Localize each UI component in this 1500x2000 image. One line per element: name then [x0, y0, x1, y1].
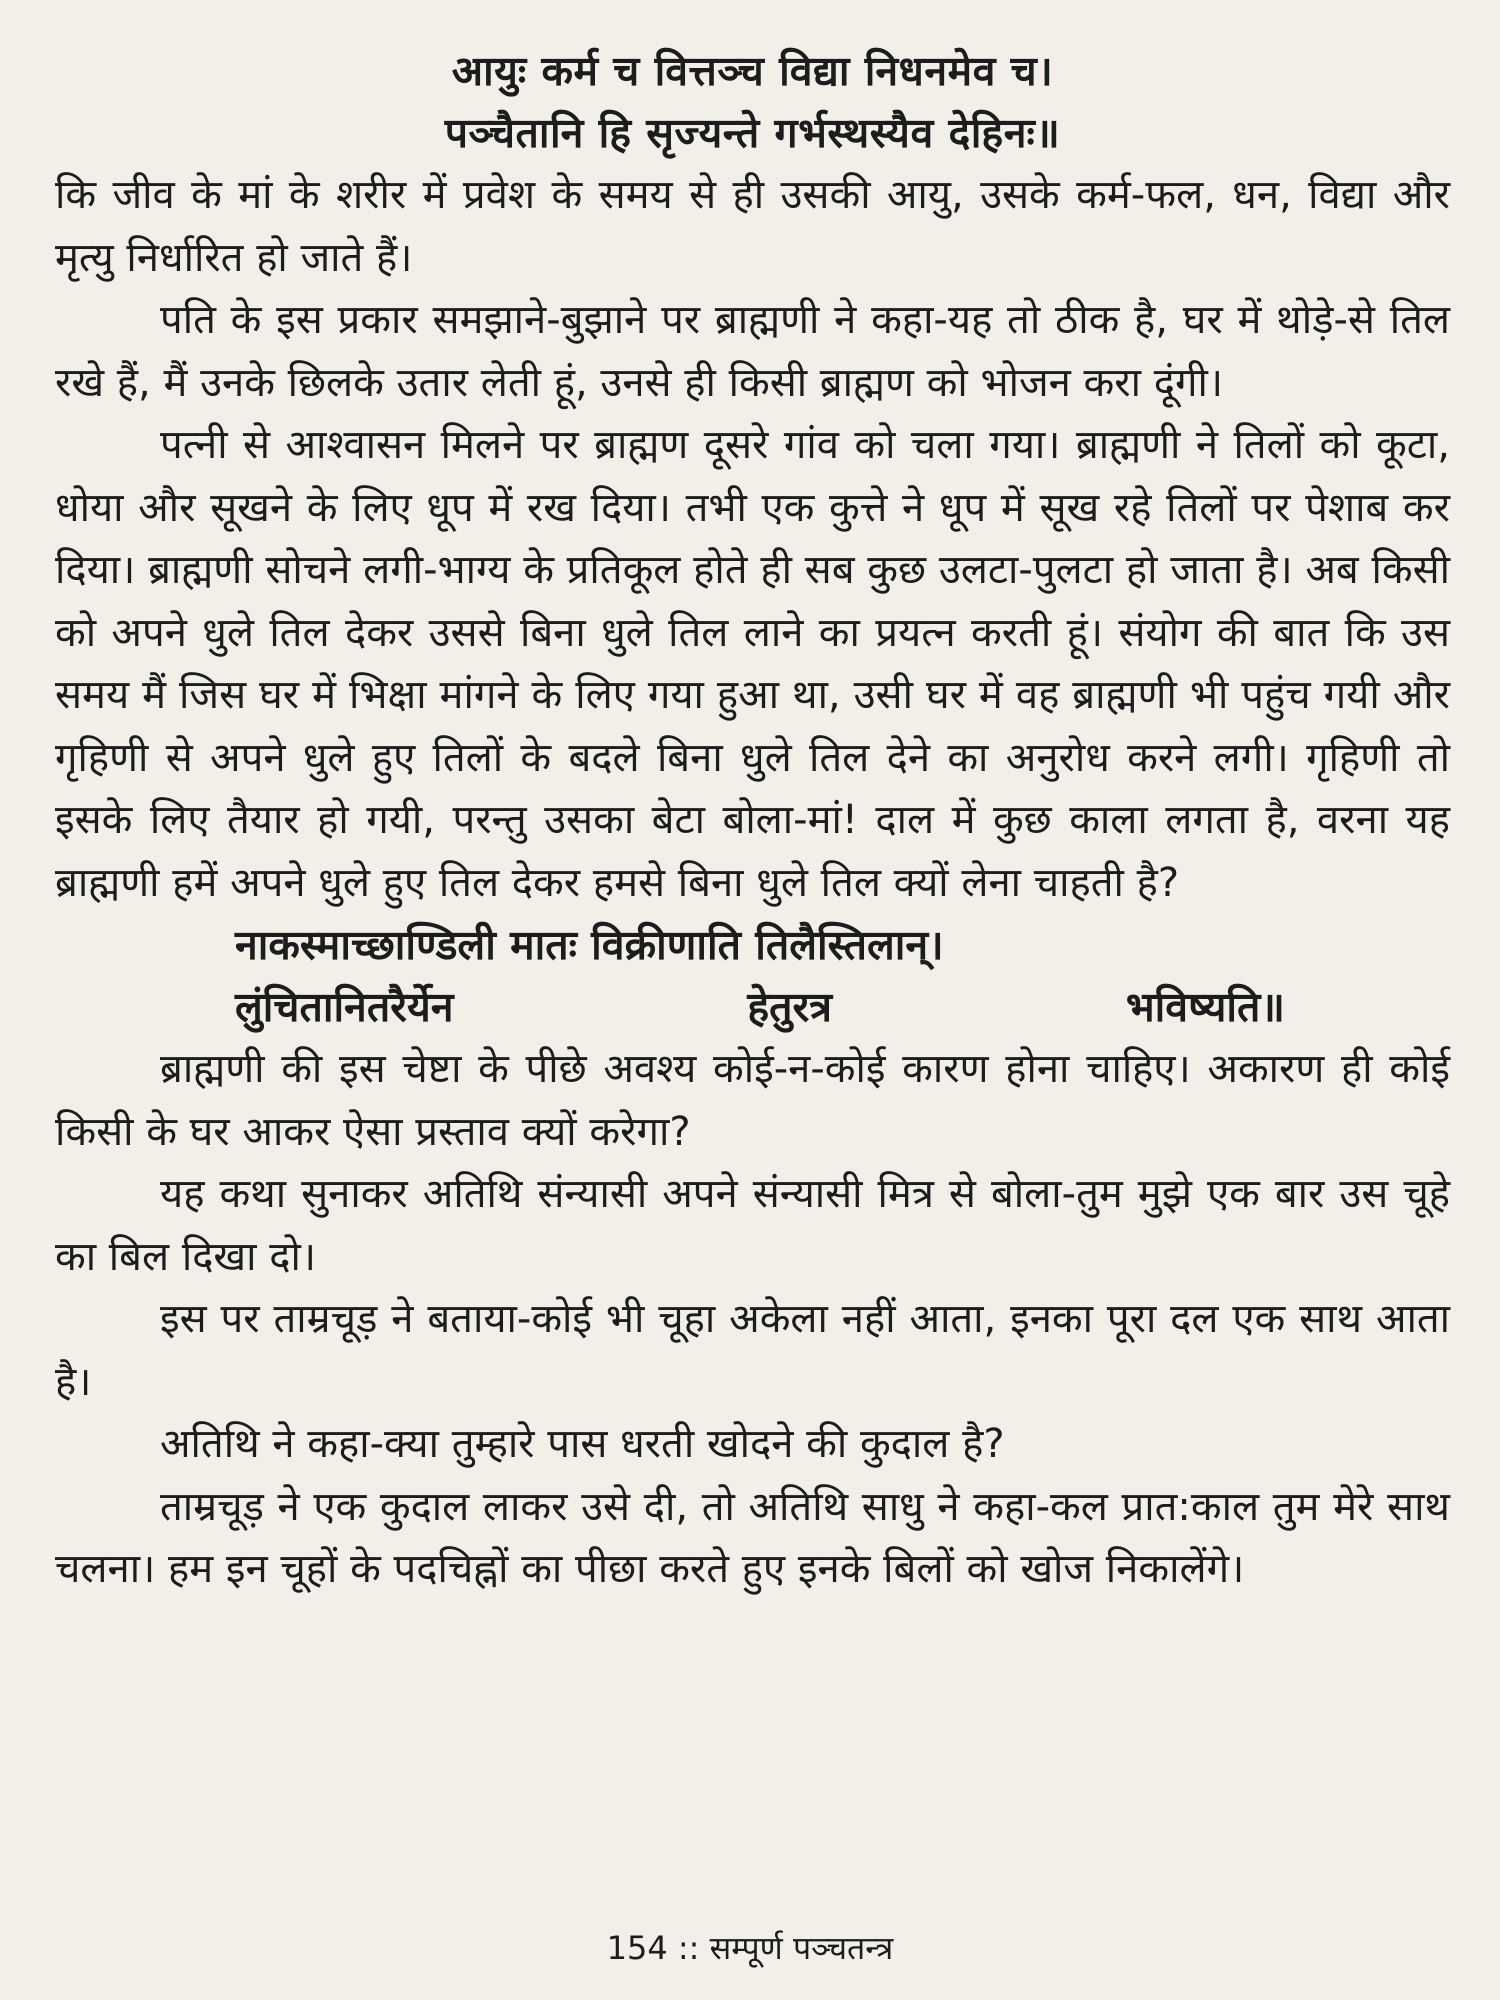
verse-1-line-1: आयुः कर्म च वित्तञ्च विद्या निधनमेव च।	[451, 47, 1054, 95]
paragraph-4: ब्राह्मणी की इस चेष्टा के पीछे अवश्य कोई-न-कोई कारण होना चाहिए। अकारण ही कोई किसी के घर आकर ऐसा प्रस्ताव क्यों करेगा?	[55, 1046, 1450, 1155]
verse-2-line-2-part-3: भविष्यति॥	[1125, 983, 1285, 1031]
paragraph-5: यह कथा सुनाकर अतिथि संन्यासी अपने संन्यासी मित्र से बोला-तुम मुझे एक बार उस चूहे का बिल दिखा दो।	[55, 1171, 1450, 1280]
verse-2-line-1: नाकस्माच्छाण्डिली मातः विक्रीणाति तिलैस्तिलान्।	[235, 921, 944, 969]
paragraph-2: पति के इस प्रकार समझाने-बुझाने पर ब्राह्मणी ने कहा-यह तो ठीक है, घर में थोड़े-से तिल रखे हैं, मैं उनके छिलके उतार लेती हूं, उनसे ही किसी ब्राह्मण को भोजन करा दूंगी।	[55, 297, 1450, 406]
sanskrit-verse-2	[55, 914, 1285, 1038]
paragraph-3: पत्नी से आश्वासन मिलने पर ब्राह्मण दूसरे गांव को चला गया। ब्राह्मणी ने तिलों को कूटा, धोया और सूखने के लिए धूप में रख दिया। तभी एक कुत्ते ने धूप में सूख रहे तिलों पर पेशाब कर दिया। ब्राह्मणी सोचने लगी-भाग्य के प्रतिकूल होते ही सब कुछ उलटा-पुलटा हो जाता है। अब किसी को अपने धुले तिल देकर उससे बिना धुले तिल लाने का प्रयत्न करती हूं। संयोग की बात कि उस समय मैं जिस घर में भिक्षा मांगने के लिए गया हुआ था, उसी घर में वह ब्राह्मणी भी पहुंच गयी और गृहिणी से अपने धुले हुए तिलों के बदले बिना धुले तिल देने का अनुरोध करने लगी। गृहिणी तो इसके लिए तैयार हो गयी, परन्तु उसका बेटा बोला-मां! दाल में कुछ काला लगता है, वरना यह ब्राह्मणी हमें अपने धुले हुए तिल देकर हमसे बिना धुले तिल क्यों लेना चाहती है?	[55, 422, 1450, 906]
paragraph-7: अतिथि ने कहा-क्या तुम्हारे पास धरती खोदने की कुदाल है?	[160, 1421, 1005, 1467]
verse-2-line-2-part-1: लुंचितानितरैर्येन	[235, 983, 454, 1031]
sanskrit-verse-1	[55, 40, 1450, 164]
paragraph-8: ताम्रचूड़ ने एक कुदाल लाकर उसे दी, तो अतिथि साधु ने कहा-कल प्रात:काल तुम मेरे साथ चलना। हम इन चूहों के पदचिह्नों का पीछा करते हुए इनके बिलों को खोज निकालेंगे।	[55, 1483, 1450, 1592]
verse-1-line-2: पञ्चैतानि हि सृज्यन्ते गर्भस्थस्यैव देहिनः॥	[444, 109, 1061, 157]
paragraph-6: इस पर ताम्रचूड़ ने बताया-कोई भी चूहा अकेला नहीं आता, इनका पूरा दल एक साथ आता है।	[55, 1296, 1450, 1405]
verse-2-line-2	[235, 976, 1285, 1038]
book-page	[55, 40, 1450, 1970]
paragraph-1: कि जीव के मां के शरीर में प्रवेश के समय से ही उसकी आयु, उसके कर्म-फल, धन, विद्या और मृत्यु निर्धारित हो जाते हैं।	[55, 172, 1450, 281]
verse-2-line-2-part-2: हेतुरत्र	[747, 983, 832, 1031]
page-footer: 154 :: सम्पूर्ण पञ्चतन्त्र	[606, 1929, 894, 1967]
